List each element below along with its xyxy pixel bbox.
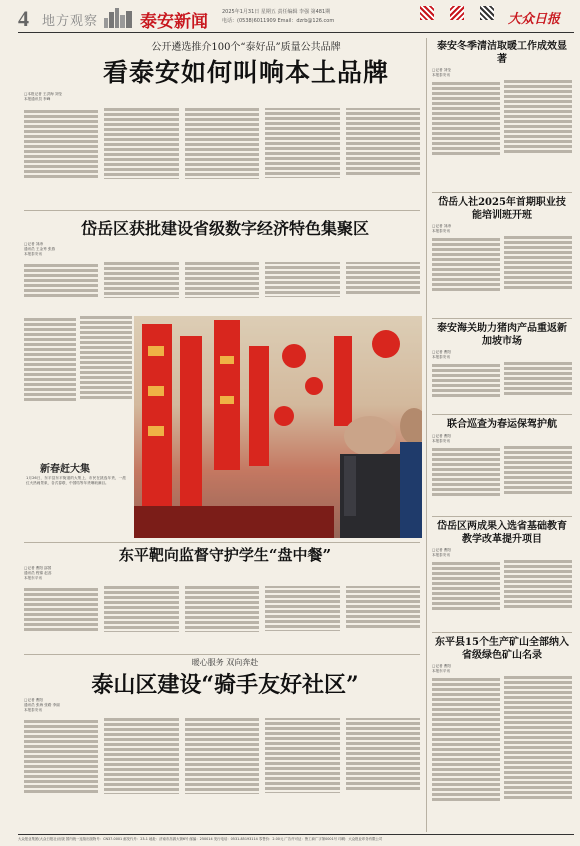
story2-body [24, 262, 420, 314]
divider [24, 654, 420, 655]
date-line: 2025年1月31日 星期五 责任编辑 李强 第481期 [222, 9, 331, 15]
sidebar-body-3 [432, 362, 572, 412]
story3-byline: □记者 曹阳 邵国 通讯员 程锦 赵蕊 本报东平讯 [24, 566, 52, 581]
sidebar-byline-6: □记者 曹阳 本报东平讯 [432, 664, 451, 674]
divider [24, 542, 420, 543]
sidebar-headline-5: 岱岳区两成果入选省基础教育教学改革提升项目 [437, 521, 567, 545]
photo-title: 新春赶大集 [40, 464, 90, 475]
contact-line: 电话：(0538)6011909 Email：dzrb@126.com [222, 18, 335, 24]
lead-headline: 看泰安如何叫响本土品牌 [102, 58, 389, 87]
skyline-icon [104, 6, 134, 28]
divider [24, 210, 420, 211]
page-number: 4 [18, 6, 29, 31]
page-title: 泰安新闻 [140, 12, 208, 32]
sidebar-headline-6: 东平县15个生产矿山全部纳入省级绿色矿山名录 [435, 637, 569, 661]
qr-code-icon [450, 6, 464, 20]
story4-kicker: 暖心服务 双向奔赴 [191, 658, 259, 667]
photo-caption: 1月26日，东平县东平街道的大集上，市民在挑选年货，一派红火热闹景象，各式春联、中国结等年货琳琅满目。 [26, 476, 126, 486]
sidebar-body-6 [432, 676, 572, 830]
sidebar-byline-5: □记者 曹阳 本报泰安讯 [432, 548, 451, 558]
story2-headline: 岱岳区获批建设省级数字经济特色集聚区 [80, 219, 369, 238]
story2-body-left [24, 316, 132, 446]
footer-divider [18, 834, 574, 835]
qr-code-icon [420, 6, 434, 20]
story2-byline: □记者 刘涛 通讯员 王金秀 张燕 本报泰安讯 [24, 242, 56, 257]
footer-text: 大众报业集团(大众日报社)出版 国内统一连续出版物号：CN37-0001 邮发代号：23-1 地址：济南市泺源大街6号 邮编：250014 发行电话：0531-85193114 零售价：2.00元 广告许可证：鲁工商广字第0001号 印刷：大众报业印务有限公司 [18, 837, 383, 841]
masthead-divider [18, 32, 574, 33]
market-photo [134, 316, 422, 538]
sidebar-byline-4: □记者 曹阳 本报泰安讯 [432, 434, 451, 444]
sidebar-body-2 [432, 236, 572, 316]
sidebar-byline-1: □记者 刘莹 本报泰安讯 [432, 68, 451, 78]
divider [432, 516, 572, 517]
section-label: 地方观察 [42, 14, 99, 29]
sidebar-byline-3: □记者 曹阳 本报泰安讯 [432, 350, 451, 360]
sidebar-body-5 [432, 560, 572, 630]
story4-byline: □记者 曹阳 通讯员 张海 张路 李丽 本报泰安讯 [24, 698, 60, 713]
divider [432, 414, 572, 415]
sidebar-headline-4: 联合巡查为春运保驾护航 [447, 419, 557, 430]
sidebar-body-4 [432, 446, 572, 514]
lead-byline: □本报记者 王洪海 刘莹 本报通讯员 李峰 [24, 92, 63, 102]
sidebar-headline-1: 泰安冬季清洁取暖工作成效显著 [437, 41, 567, 65]
qr-code-icon [480, 6, 494, 20]
sidebar-headline-2: 岱岳人社2025年首期职业技能培训班开班 [438, 197, 566, 221]
story3-headline: 东平靶向监督守护学生“盘中餐” [118, 546, 332, 564]
column-divider [426, 38, 427, 832]
lead-kicker: 公开遴选推介100个“泰好品”质量公共品牌 [151, 42, 341, 53]
divider [432, 192, 572, 193]
sidebar-byline-2: □记者 刘涛 本报泰安讯 [432, 224, 451, 234]
divider [432, 318, 572, 319]
sidebar-body-1 [432, 80, 572, 190]
story4-body [24, 718, 420, 830]
lead-body [24, 108, 420, 208]
story4-headline: 泰山区建设“骑手友好社区” [91, 672, 359, 698]
sidebar-headline-3: 泰安海关助力猪肉产品重返新加坡市场 [437, 323, 567, 347]
story3-body [24, 586, 420, 652]
newspaper-logo: 大众日报 [508, 12, 561, 27]
divider [432, 632, 572, 633]
